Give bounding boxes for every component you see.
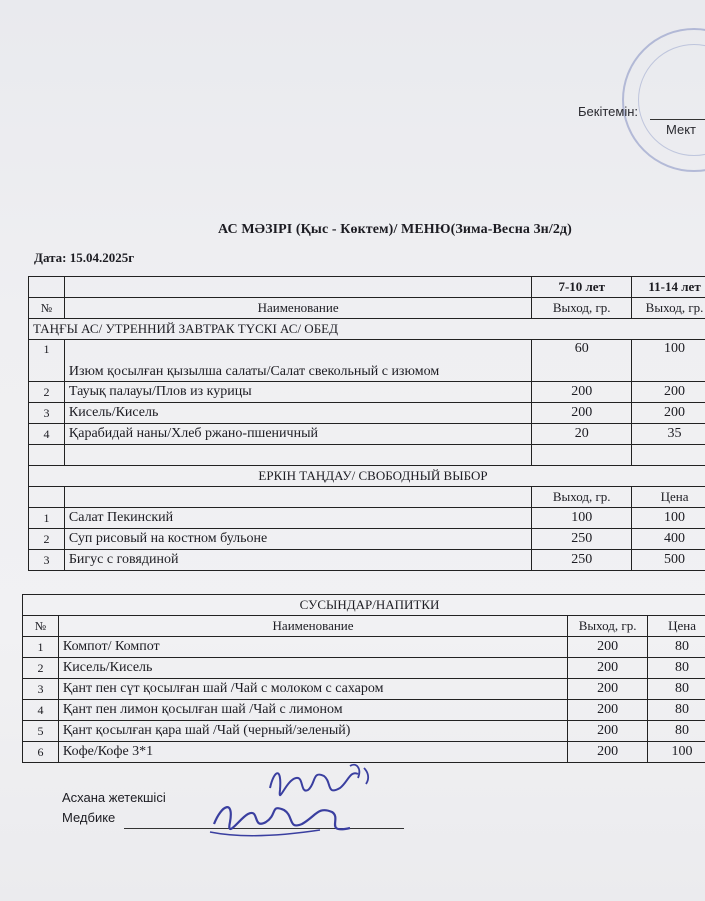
yield-header: Выход, гр.: [632, 298, 705, 319]
table-row: 3 Бигус с говядиной 250 500: [29, 550, 705, 571]
drink-name: Қант пен лимон қосылған шай /Чай с лимоном: [58, 700, 567, 721]
yield-value: 200: [632, 382, 705, 403]
empty-cell: [29, 487, 65, 508]
price-header: Цена: [648, 616, 705, 637]
yield-value: 200: [568, 721, 648, 742]
price-value: 80: [648, 721, 705, 742]
dish-name: Изюм қосылған қызылша салаты/Салат свекольный с изюмом: [64, 340, 531, 382]
num-header: №: [29, 298, 65, 319]
name-header: Наименование: [58, 616, 567, 637]
table-row: 3 Қант пен сүт қосылған шай /Чай с молоком с сахаром 200 80: [23, 679, 705, 700]
yield-value: 250: [532, 529, 632, 550]
drinks-header: СУСЫНДАР/НАПИТКИ: [23, 595, 705, 616]
age-group-header: 11-14 лет: [632, 277, 705, 298]
yield-header: Выход, гр.: [532, 298, 632, 319]
official-stamp: [622, 28, 705, 172]
approval-label: Бекітемін:: [578, 104, 638, 119]
yield-header: Выход, гр.: [568, 616, 648, 637]
yield-value: 35: [632, 424, 705, 445]
dish-name: Бигус с говядиной: [64, 550, 531, 571]
dish-name: Тауық палауы/Плов из курицы: [64, 382, 531, 403]
table-row: 6 Кофе/Кофе 3*1 200 100: [23, 742, 705, 763]
yield-header: Выход, гр.: [532, 487, 632, 508]
table-row: 1 Салат Пекинский 100 100: [29, 508, 705, 529]
table-row: 1 Изюм қосылған қызылша салаты/Салат свекольный с изюмом 60 100: [29, 340, 705, 382]
empty-cell: [29, 277, 65, 298]
table-row: 2 Кисель/Кисель 200 80: [23, 658, 705, 679]
menu-title: АС МӘЗІРІ (Қыс - Көктем)/ МЕНЮ(Зима-Весна 3н/2д): [218, 222, 572, 237]
yield-value: 100: [632, 340, 705, 382]
price-value: 500: [632, 550, 705, 571]
price-value: 80: [648, 637, 705, 658]
name-header: Наименование: [64, 298, 531, 319]
yield-value: 200: [568, 658, 648, 679]
dish-name: Салат Пекинский: [64, 508, 531, 529]
free-choice-header: ЕРКІН ТАҢДАУ/ СВОБОДНЫЙ ВЫБОР: [29, 466, 705, 487]
table-row: 2 Суп рисовый на костном бульоне 250 400: [29, 529, 705, 550]
drink-name: Кисель/Кисель: [58, 658, 567, 679]
yield-value: 200: [568, 679, 648, 700]
table-row: 5 Қант қосылған қара шай /Чай (черный/зеленый) 200 80: [23, 721, 705, 742]
dish-name: Қарабидай наны/Хлеб ржано-пшеничный: [64, 424, 531, 445]
nurse-signature-label: Медбике: [62, 810, 116, 825]
price-value: 400: [632, 529, 705, 550]
dish-name: Суп рисовый на костном бульоне: [64, 529, 531, 550]
age-group-header: 7-10 лет: [532, 277, 632, 298]
table-row: 2 Тауық палауы/Плов из курицы 200 200: [29, 382, 705, 403]
price-value: 80: [648, 658, 705, 679]
drink-name: Қант қосылған қара шай /Чай (черный/зеленый): [58, 721, 567, 742]
yield-value: 200: [532, 403, 632, 424]
yield-value: 250: [532, 550, 632, 571]
empty-row: [29, 445, 705, 466]
num-header: №: [23, 616, 59, 637]
yield-value: 100: [532, 508, 632, 529]
price-value: 80: [648, 679, 705, 700]
yield-value: 60: [532, 340, 632, 382]
menu-date: Дата: 15.04.2025г: [34, 250, 135, 265]
price-value: 100: [632, 508, 705, 529]
yield-value: 200: [532, 382, 632, 403]
yield-value: 20: [532, 424, 632, 445]
drink-name: Кофе/Кофе 3*1: [58, 742, 567, 763]
handwritten-signature: [200, 760, 400, 850]
yield-value: 200: [568, 742, 648, 763]
drinks-table: [22, 594, 705, 763]
empty-cell: [64, 277, 531, 298]
price-value: 80: [648, 700, 705, 721]
yield-value: 200: [568, 637, 648, 658]
table-row: 1 Компот/ Компот 200 80: [23, 637, 705, 658]
yield-value: 200: [568, 700, 648, 721]
price-value: 100: [648, 742, 705, 763]
empty-cell: [64, 487, 531, 508]
table-row: 3 Кисель/Кисель 200 200: [29, 403, 705, 424]
approval-signature-line: [650, 119, 705, 120]
approval-sub-label: Мект: [666, 122, 696, 137]
yield-value: 200: [632, 403, 705, 424]
table-row: 4 Қарабидай наны/Хлеб ржано-пшеничный 20 35: [29, 424, 705, 445]
chef-signature-label: Асхана жетекшісі: [62, 790, 166, 805]
drink-name: Қант пен сүт қосылған шай /Чай с молоком с сахаром: [58, 679, 567, 700]
main-menu-table: [28, 276, 705, 571]
table-row: 4 Қант пен лимон қосылған шай /Чай с лимоном 200 80: [23, 700, 705, 721]
price-header: Цена: [632, 487, 705, 508]
drink-name: Компот/ Компот: [58, 637, 567, 658]
meal-section-header: ТАҢҒЫ АС/ УТРЕННИЙ ЗАВТРАК ТҮСКІ АС/ ОБЕД: [29, 319, 705, 340]
dish-name: Кисель/Кисель: [64, 403, 531, 424]
